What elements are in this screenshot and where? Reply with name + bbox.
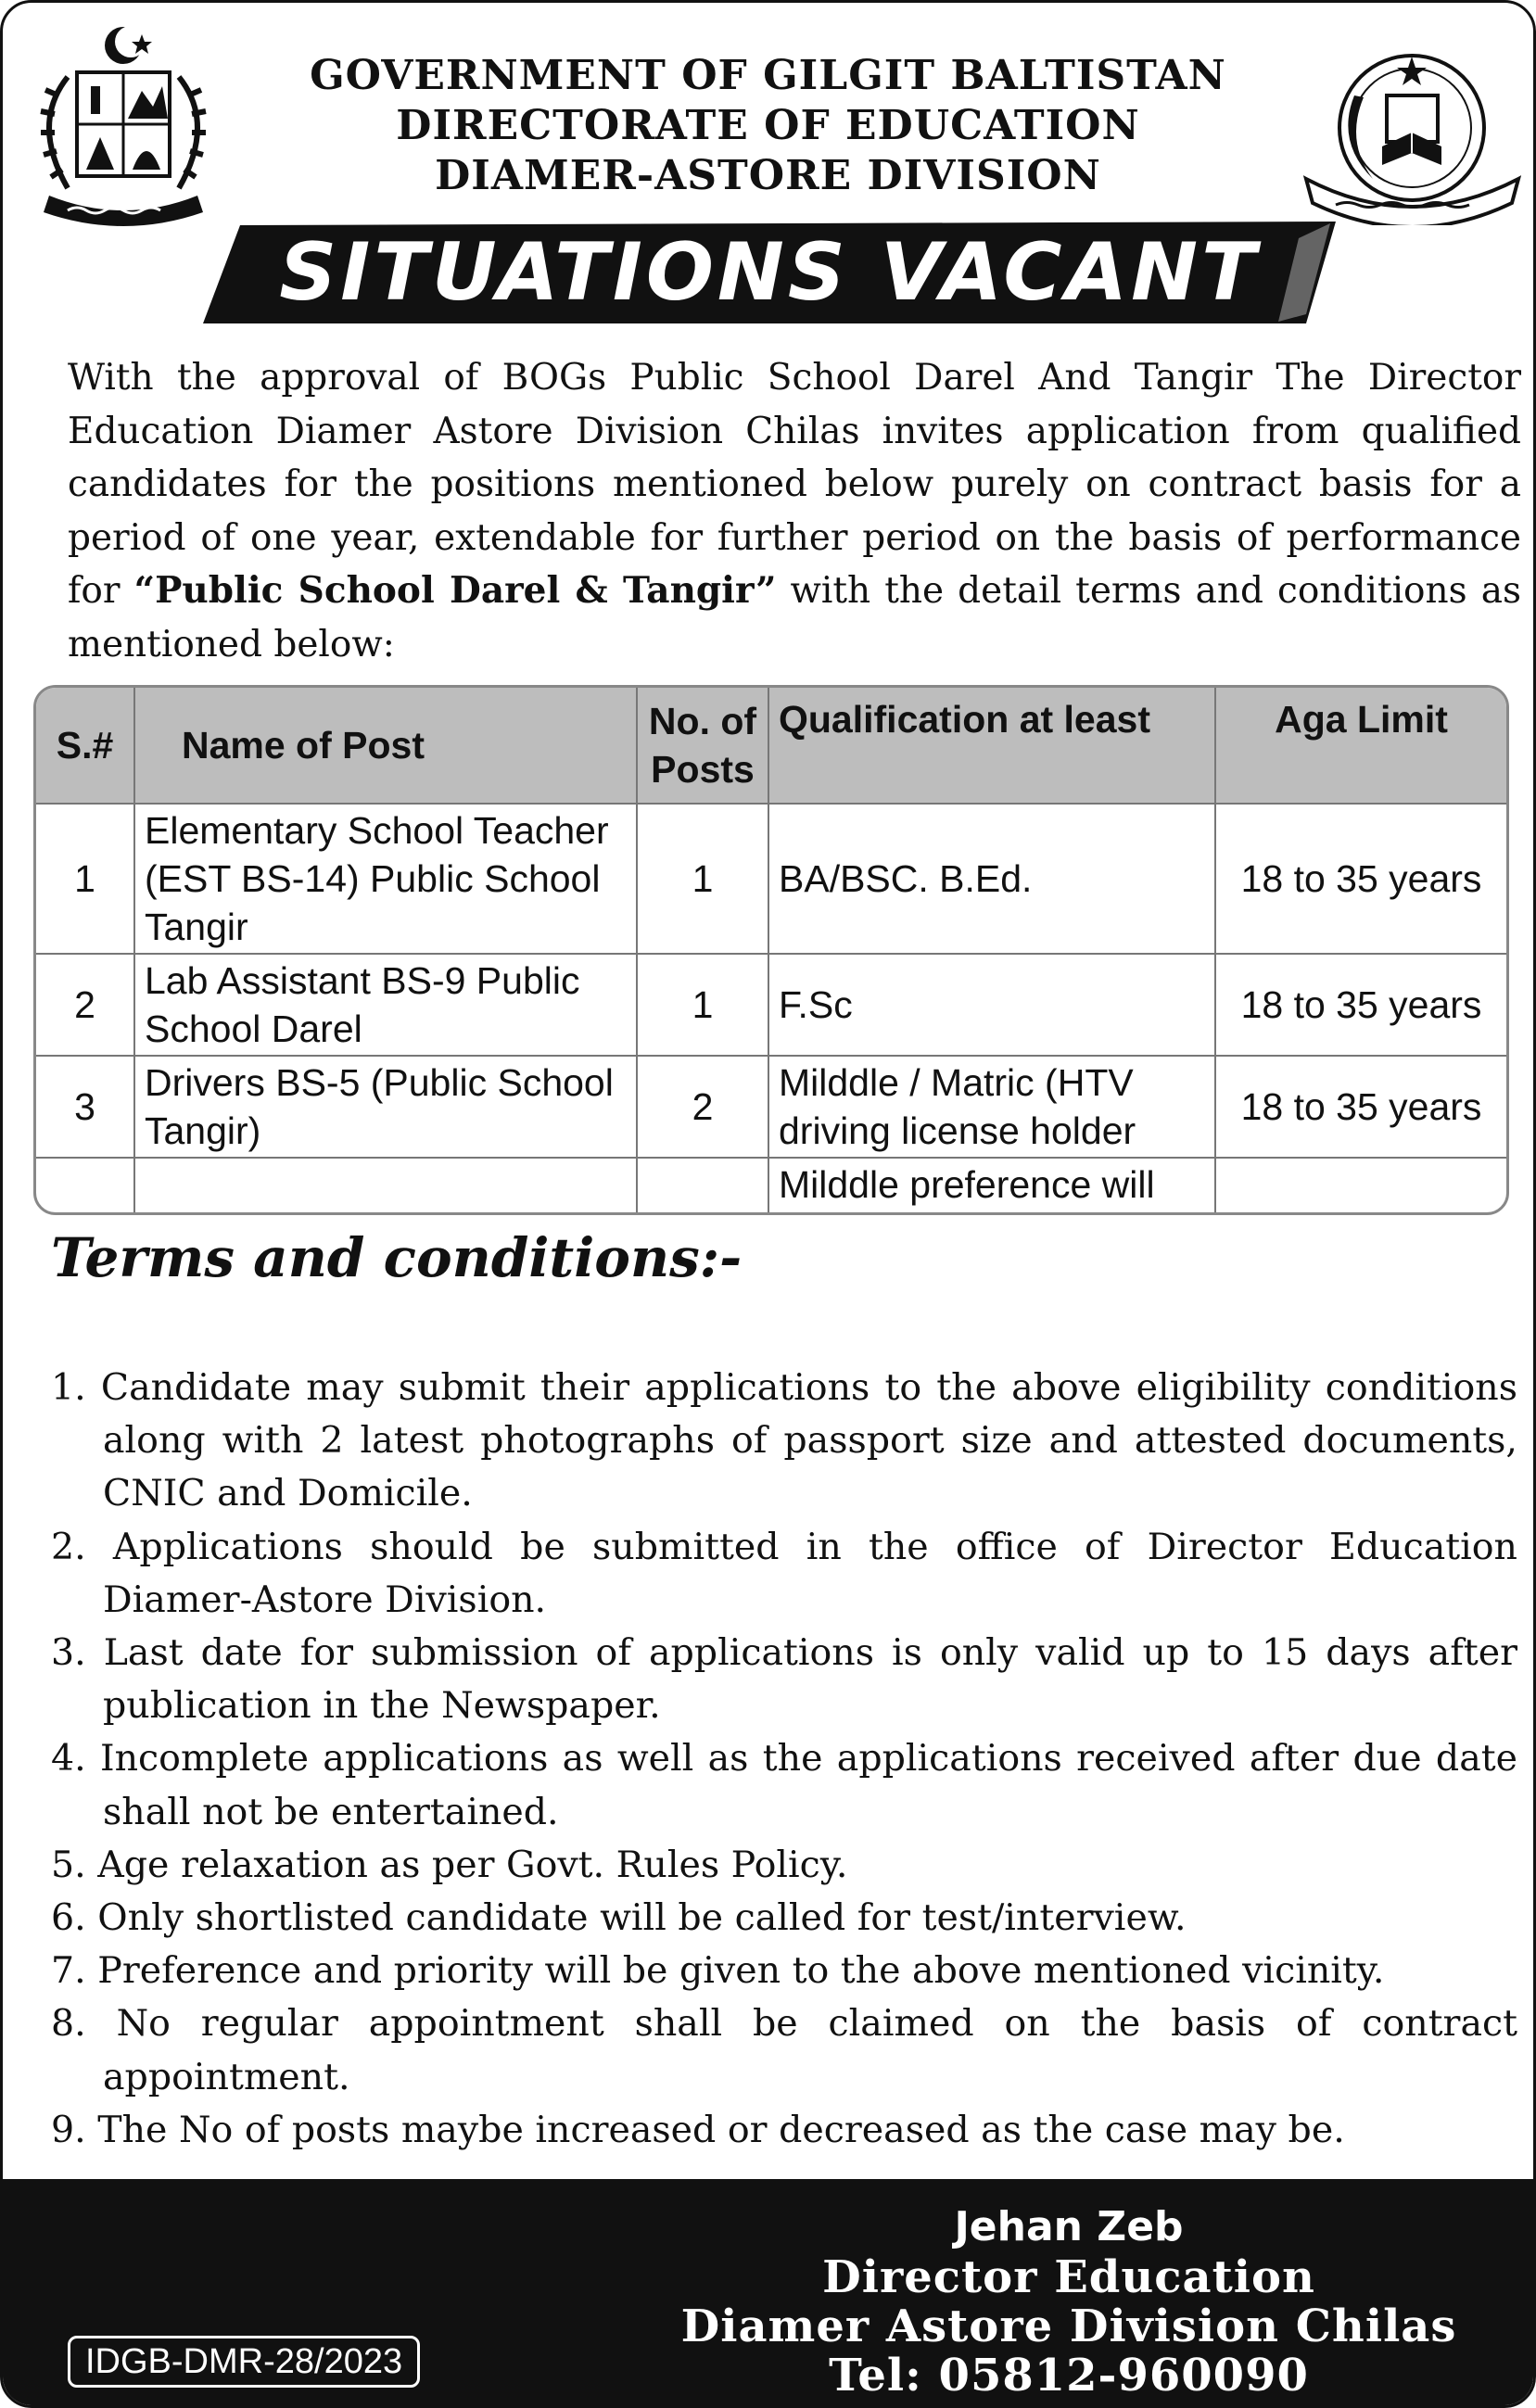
- reference-number: IDGB-DMR-28/2023: [68, 2336, 420, 2388]
- table-row: [36, 954, 1506, 1056]
- name-line: School Darel: [145, 1008, 362, 1050]
- cell-qualification: [768, 1158, 1215, 1215]
- cell-sn: [36, 1158, 134, 1215]
- cell-qualification: [768, 804, 1215, 954]
- cell-name-of-post: [134, 1158, 637, 1215]
- cell-name-of-post: [134, 1056, 637, 1158]
- table-row: [36, 804, 1506, 954]
- name-line: Drivers BS-5 (Public School: [145, 1061, 614, 1104]
- director-telephone: Tel: 05812-960090: [829, 2350, 1309, 2402]
- cell-sn: 1: [36, 804, 134, 954]
- signature-block: [652, 2201, 1486, 2401]
- qualification-line: Milddle preference will: [779, 1163, 1155, 1206]
- term-item: 9. The No of posts maybe increased or decreased as the case may be.: [51, 2108, 1345, 2151]
- cell-sn: 2: [36, 954, 134, 1056]
- heading-line-1: GOVERNMENT OF GILGIT BALTISTAN: [310, 52, 1226, 99]
- intro-paragraph: [68, 351, 1521, 671]
- term-item: 8. No regular appointment shall be claimed on the basis of contract appointment.: [51, 2002, 1517, 2098]
- banner-title: SITUATIONS VACANT: [279, 226, 1260, 319]
- directorate-of-education-seal: [1299, 40, 1526, 225]
- director-title: Director Education: [822, 2251, 1315, 2303]
- cell-qualification: [768, 954, 1215, 1056]
- name-line: Tangir): [145, 1109, 261, 1152]
- header-name-of-post: Name of Post: [134, 688, 637, 804]
- intro-text-start: With the approval of BOGs Public School Darel And Tangir The Director Education Diamer Astore Division Chilas invites application from qualified candidates for the positions mentioned below purely on contract basis for a period of one year, extendable for further period on the basis of performance for: [68, 357, 1521, 612]
- term-item: 1. Candidate may submit their applications to the above eligibility conditions along with 2 latest photographs of passport size and attested documents, CNIC and Domicile.: [51, 1366, 1517, 1515]
- header: [3, 3, 1533, 216]
- cell-age-limit: [1215, 1158, 1506, 1215]
- table-header-row: [36, 688, 1506, 804]
- header-no-line-2: Posts: [651, 748, 755, 791]
- intro-text-end: with the detail terms and conditions as mentioned below:: [68, 570, 1521, 665]
- cell-no-of-posts: [637, 1158, 768, 1215]
- term-item: 6. Only shortlisted candidate will be called for test/interview.: [51, 1896, 1187, 1940]
- intro-school-name: “Public School Darel & Tangir”: [133, 569, 777, 612]
- header-sn: S.#: [36, 688, 134, 804]
- header-no-of-posts: [637, 688, 768, 804]
- director-name: Jehan Zeb: [954, 2203, 1184, 2250]
- cell-no-of-posts: 2: [637, 1056, 768, 1158]
- cell-name-of-post: [134, 804, 637, 954]
- terms-title: Terms and conditions:-: [51, 1226, 743, 1289]
- term-item: 5. Age relaxation as per Govt. Rules Policy.: [51, 1843, 848, 1886]
- name-line: Elementary School Teacher: [145, 809, 609, 852]
- heading-line-2: DIRECTORATE OF EDUCATION: [396, 102, 1140, 149]
- posts-table: [33, 685, 1509, 1215]
- qualification-line: driving license holder: [779, 1109, 1136, 1152]
- term-item: 3. Last date for submission of applications is only valid up to 15 days after publication in the Newspaper.: [51, 1631, 1517, 1728]
- heading-line-3: DIAMER-ASTORE DIVISION: [435, 152, 1101, 199]
- name-line: [145, 1209, 627, 1215]
- term-item: 2. Applications should be submitted in the office of Director Education Diamer-Astore Division.: [51, 1525, 1517, 1621]
- table-row: [36, 1056, 1506, 1158]
- table-row: [36, 1158, 1506, 1215]
- name-line: Lab Assistant BS-9 Public: [145, 959, 580, 1002]
- qualification-line: F.Sc: [779, 983, 853, 1026]
- terms-list: [51, 1362, 1517, 2157]
- name-line: (EST BS-14) Public School Tangir: [145, 857, 601, 948]
- qualification-line: Milddle / Matric (HTV: [779, 1061, 1134, 1104]
- qualification-line: BA/BSC. B.Ed.: [779, 857, 1033, 900]
- header-qualification: Qualification at least: [768, 688, 1215, 804]
- cell-no-of-posts: 1: [637, 804, 768, 954]
- cell-qualification: [768, 1056, 1215, 1158]
- cell-age-limit: 18 to 35 years: [1215, 804, 1506, 954]
- term-item: 7. Preference and priority will be given to the above mentioned vicinity.: [51, 1949, 1385, 1993]
- cell-name-of-post: [134, 954, 637, 1056]
- cell-age-limit: 18 to 35 years: [1215, 1056, 1506, 1158]
- cell-no-of-posts: 1: [637, 954, 768, 1056]
- header-no-line-1: No. of: [648, 700, 757, 742]
- header-age-limit: Aga Limit: [1215, 688, 1506, 804]
- cell-sn: 3: [36, 1056, 134, 1158]
- cell-age-limit: 18 to 35 years: [1215, 954, 1506, 1056]
- director-division: Diamer Astore Division Chilas: [680, 2300, 1457, 2352]
- term-item: 4. Incomplete applications as well as the applications received after due date shall not be entertained.: [51, 1737, 1517, 1833]
